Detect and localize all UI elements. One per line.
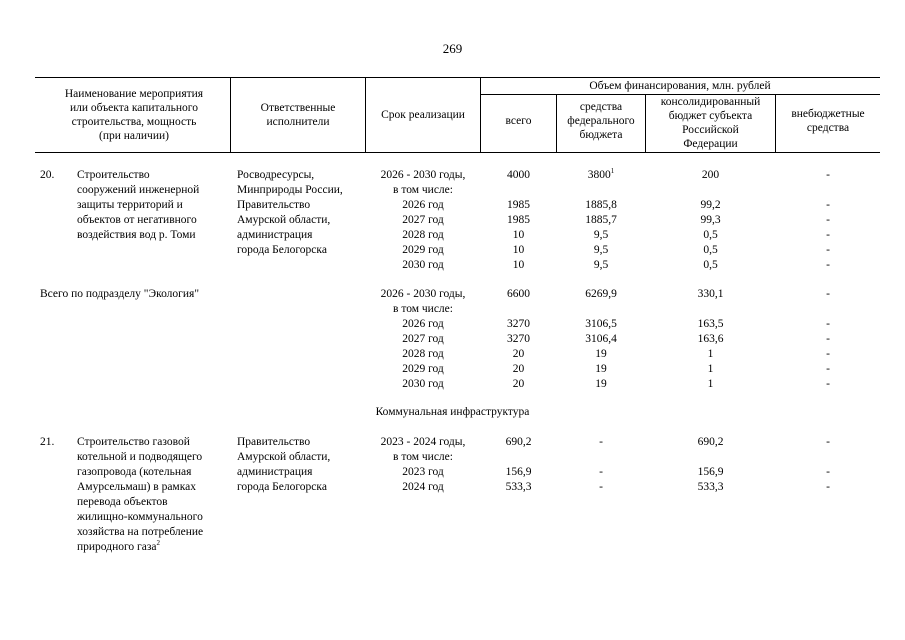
row-21-name: Строительство газовой котельной и подводящего газопровода (котельная Амурсельмаш) в рамках перевода объектов жилищно-коммунального хозяйства на потребление природного газа$^2$	[77, 436, 204, 553]
header-financing-group: Объем финансирования, млн. рублей	[589, 80, 771, 92]
row-21-term: 2023 - 2024 годы, в том числе: 2023 год 2024 год	[380, 436, 466, 493]
header-col-total: всего	[505, 115, 532, 127]
header-bottom-rule	[35, 152, 880, 153]
header-col-name: Наименование мероприятия или объекта капитального строительства, мощность (при наличии)	[64, 88, 204, 142]
row-20-federal: 3800$^1$ 1885,8 1885,7 9,5 9,5 9,5	[585, 167, 617, 271]
header-divider	[230, 77, 231, 152]
row-20-regional: 200 99,2 99,3 0,5 0,5 0,5	[700, 169, 721, 271]
header-col-responsible: Ответственные исполнители	[260, 102, 336, 128]
footnote-1: 1	[610, 167, 615, 176]
footnote-2: 2	[156, 539, 161, 548]
header-col-federal: средства федерального бюджета	[567, 101, 635, 141]
row-21-total: 690,2 156,9 533,3	[505, 436, 532, 493]
row-20-total: 4000 1985 1985 10 10 10	[507, 169, 530, 271]
row-21-number: 21.	[40, 436, 55, 448]
row-21-responsible: Правительство Амурской области, администрация города Белогорска	[237, 436, 331, 493]
ecology-total-regional: 330,1 163,5 163,6 1 1 1	[697, 288, 724, 390]
header-top-rule	[35, 77, 880, 78]
row-21-extra: - - -	[826, 436, 830, 493]
ecology-total-label: Всего по подразделу "Экология"	[40, 288, 200, 300]
row-21-regional: 690,2 156,9 533,3	[697, 436, 724, 493]
page-number: 269	[442, 41, 463, 56]
row-20-extra: - - - - - -	[826, 169, 830, 271]
header-col-extra: внебюджетные средства	[791, 108, 865, 134]
row-21-federal: - - -	[599, 436, 603, 493]
row-20-responsible: Росводресурсы, Минприроды России, Правительство Амурской области, администрация города Белогорска	[237, 169, 343, 256]
row-20-number: 20.	[40, 169, 55, 181]
ecology-total-term: 2026 - 2030 годы, в том числе: 2026 год 2027 год 2028 год 2029 год 2030 год	[380, 288, 466, 390]
ecology-total-federal: 6269,9 3106,5 3106,4 19 19 19	[585, 288, 617, 390]
header-col-regional: консолидированный бюджет субъекта Российской Федерации	[660, 96, 761, 150]
section-title: Коммунальная инфраструктура	[375, 406, 530, 418]
ecology-total-total: 6600 3270 3270 20 20 20	[507, 288, 530, 390]
row-20-name: Строительство сооружений инженерной защиты территорий и объектов от негативного воздействия вод р. Томи	[77, 169, 200, 241]
row-20-term: 2026 - 2030 годы, в том числе: 2026 год 2027 год 2028 год 2029 год 2030 год	[380, 169, 466, 271]
header-col-term: Срок реализации	[381, 109, 465, 121]
ecology-total-extra: - - - - - -	[826, 288, 830, 390]
